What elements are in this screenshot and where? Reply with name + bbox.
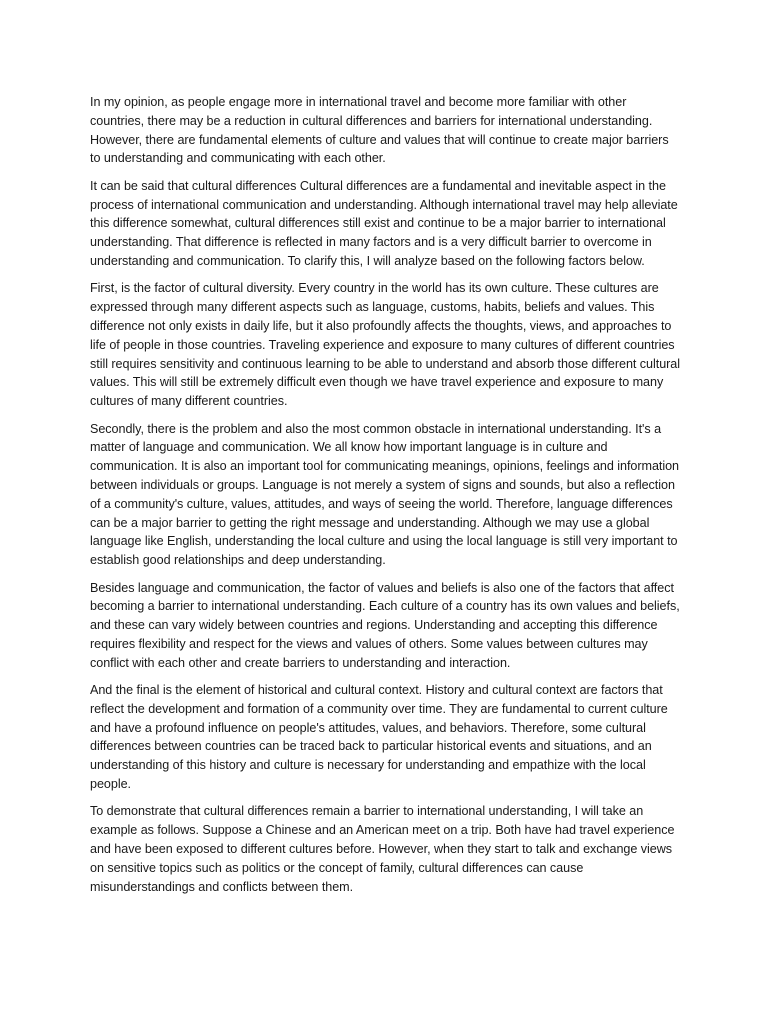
paragraph-7: To demonstrate that cultural differences remain a barrier to international understanding, I will take an example as follows. Suppose a Chinese and an American meet on a trip. Both have had travel experience and have been exposed to different cultures before. However, when they start to talk and exchange views on sensitive topics such as politics or the concept of family, cultural differences can cause misunderstandings and conflicts between them. (90, 804, 675, 894)
paragraph-1: In my opinion, as people engage more in international travel and become more familiar with other countries, there may be a reduction in cultural differences and barriers for international understanding. However, there are fundamental elements of culture and values that will continue to create major barriers to understanding and communicating with each other. (90, 95, 669, 166)
paragraph-6: And the final is the element of historical and cultural context. History and cultural context are factors that reflect the development and formation of a community over time. They are fundamental to current culture and have a profound influence on people's attitudes, values, and behaviors. Therefore, some cultural differences between countries can be traced back to particular historical events and situations, and an understanding of this history and culture is necessary for understanding and empathize with the local people. (90, 683, 668, 792)
paragraph-4: Secondly, there is the problem and also the most common obstacle in international understanding. It's a matter of language and communication. We all know how important language is in culture and communication. It is also an important tool for communicating meanings, opinions, feelings and information between individuals or groups. Language is not merely a system of signs and sounds, but also a reflection of a community's culture, values, attitudes, and ways of seeing the world. Therefore, language differences can be a major barrier to getting the right message and understanding. Although we may use a global language like English, understanding the local culture and using the local language is still very important to establish good relationships and deep understanding. (90, 421, 680, 568)
paragraph-5: Besides language and communication, the factor of values and beliefs is also one of the factors that affect becoming a barrier to international understanding. Each culture of a country has its own values and beliefs, and these can vary widely between countries and regions. Understanding and accepting this difference requires flexibility and respect for the views and values of others. Some values between cultures may conflict with each other and create barriers to understanding and interaction. (90, 580, 680, 670)
document-body (90, 93, 680, 905)
paragraph-2: It can be said that cultural differences Cultural differences are a fundamental and inevitable aspect in the process of international communication and understanding. Although international travel may help alleviate this difference somewhat, cultural differences still exist and continue to be a major barrier to international understanding. That difference is reflected in many factors and is a very difficult barrier to overcome in understanding and communication. To clarify this, I will analyze based on the following factors below. (90, 178, 678, 268)
paragraph-3: First, is the factor of cultural diversity. Every country in the world has its own culture. These cultures are expressed through many different aspects such as language, customs, habits, beliefs and values. This difference not only exists in daily life, but it also profoundly affects the thoughts, views, and approaches to life of people in those countries. Traveling experience and exposure to many cultures of different countries still requires sensitivity and continuous learning to be able to understand and absorb those different cultural values. This will still be extremely difficult even though we have travel experience and exposure to many cultures of many different countries. (90, 281, 680, 409)
